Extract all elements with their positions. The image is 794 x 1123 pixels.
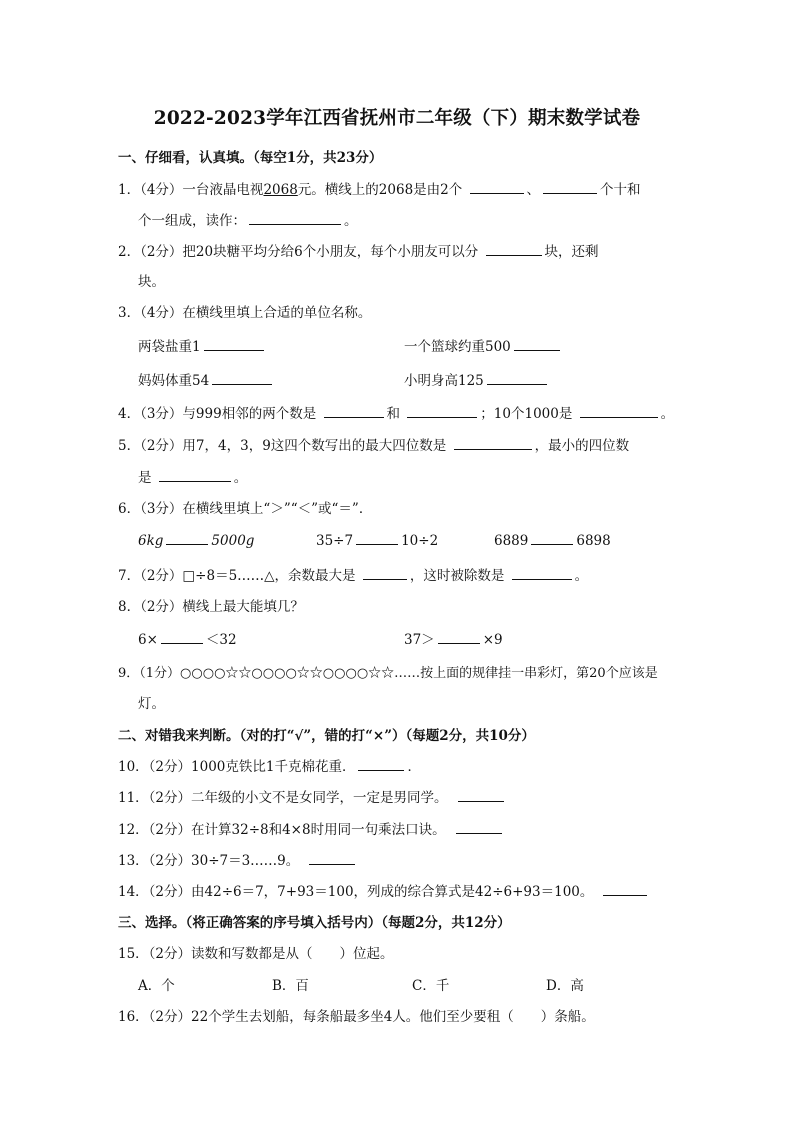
blank[interactable] bbox=[204, 336, 264, 351]
question-16: 16．（2分）22个学生去划船，每条船最多坐4人。他们至少要租（ ）条船。 bbox=[118, 1009, 595, 1025]
blank[interactable] bbox=[531, 530, 573, 545]
blank[interactable] bbox=[514, 336, 560, 351]
question-13: 13．（2分）30÷7＝3……9。 bbox=[118, 849, 358, 869]
blank[interactable] bbox=[543, 179, 597, 194]
blank[interactable] bbox=[159, 467, 231, 482]
blank[interactable] bbox=[438, 629, 480, 644]
blank[interactable] bbox=[358, 756, 404, 771]
question-15: 15．（2分）读数和写数都是从（ ）位起。 bbox=[118, 946, 394, 962]
blank[interactable] bbox=[486, 241, 542, 256]
page-title: 2022-2023学年江西省抚州市二年级（下）期末数学试卷 bbox=[153, 108, 641, 129]
section-2-heading: 二、对错我来判断。（对的打“√”，错的打“×”）（每题2分，共10分） bbox=[118, 728, 535, 744]
question-9-cont: 灯。 bbox=[138, 696, 165, 712]
question-3-item-1: 两袋盐重1 bbox=[138, 335, 267, 355]
blank[interactable] bbox=[212, 370, 272, 385]
option-a[interactable]: A．个 bbox=[138, 978, 175, 994]
question-6-item-2: 35÷7 10÷2 bbox=[316, 530, 438, 549]
question-8: 8．（2分）横线上最大能填几？ bbox=[118, 599, 304, 615]
question-6: 6．（3分）在横线里填上“＞”“＜”或“＝”． bbox=[118, 501, 373, 517]
blank[interactable] bbox=[161, 629, 203, 644]
question-8-item-1: 6× ＜32 bbox=[138, 628, 237, 648]
question-7: 7．（2分）□÷8＝5……△，余数最大是 ，这时被除数是 。 bbox=[118, 564, 588, 584]
question-3-item-2: 一个篮球约重500 bbox=[404, 335, 563, 355]
question-2: 2．（2分）把20块糖平均分给6个小朋友，每个小朋友可以分 块，还剩 bbox=[118, 240, 599, 260]
question-9: 9．（1分）○○○○☆☆○○○○☆☆○○○○☆☆……按上面的规律挂一串彩灯，第20个应该是 bbox=[118, 666, 658, 681]
blank[interactable] bbox=[603, 881, 647, 896]
section-1-heading: 一、仔细看，认真填。（每空1分，共23分） bbox=[118, 150, 383, 166]
blank[interactable] bbox=[487, 370, 547, 385]
blank[interactable] bbox=[407, 403, 477, 418]
option-d[interactable]: D．高 bbox=[546, 978, 584, 994]
blank[interactable] bbox=[356, 530, 398, 545]
blank[interactable] bbox=[512, 565, 572, 580]
question-10: 10．（2分）1000克铁比1千克棉花重． ． bbox=[118, 755, 421, 775]
option-c[interactable]: C．千 bbox=[412, 978, 450, 994]
question-3-item-3: 妈妈体重54 bbox=[138, 369, 275, 389]
question-4: 4．（3分）与999相邻的两个数是 和 ；10个1000是 。 bbox=[118, 402, 674, 422]
section-3-heading: 三、选择。（将正确答案的序号填入括号内）（每题2分，共12分） bbox=[118, 915, 511, 931]
blank[interactable] bbox=[454, 435, 532, 450]
question-5-cont: 是 。 bbox=[138, 466, 247, 486]
question-1-cont: 个一组成，读作： 。 bbox=[138, 209, 358, 229]
blank[interactable] bbox=[166, 530, 208, 545]
blank[interactable] bbox=[249, 210, 341, 225]
tv-price: 2068 bbox=[263, 182, 298, 198]
option-b[interactable]: B．百 bbox=[272, 978, 309, 994]
blank[interactable] bbox=[458, 787, 504, 802]
question-3-item-4: 小明身高125 bbox=[404, 369, 550, 389]
question-1: 1．（4分）一台液晶电视2068元。横线上的2068是由2个 、 个十和 bbox=[118, 178, 641, 198]
question-11: 11．（2分）二年级的小文不是女同学，一定是男同学。 bbox=[118, 786, 507, 806]
question-2-cont: 块。 bbox=[138, 274, 165, 290]
blank[interactable] bbox=[470, 179, 524, 194]
blank[interactable] bbox=[309, 850, 355, 865]
blank[interactable] bbox=[580, 403, 658, 418]
blank[interactable] bbox=[324, 403, 384, 418]
question-12: 12．（2分）在计算32÷8和4×8时用同一句乘法口诀。 bbox=[118, 818, 505, 838]
blank[interactable] bbox=[363, 565, 407, 580]
question-6-item-1: 6kg 5000g bbox=[138, 530, 254, 549]
question-6-item-3: 6889 6898 bbox=[494, 530, 611, 549]
question-5: 5．（2分）用7，4，3，9这四个数写出的最大四位数是 ，最小的四位数 bbox=[118, 434, 629, 454]
question-3: 3．（4分）在横线里填上合适的单位名称。 bbox=[118, 305, 372, 321]
blank[interactable] bbox=[456, 819, 502, 834]
question-14: 14．（2分）由42÷6＝7，7+93＝100，列成的综合算式是42÷6+93＝100。 bbox=[118, 880, 650, 900]
question-8-item-2: 37＞ ×9 bbox=[404, 628, 503, 648]
